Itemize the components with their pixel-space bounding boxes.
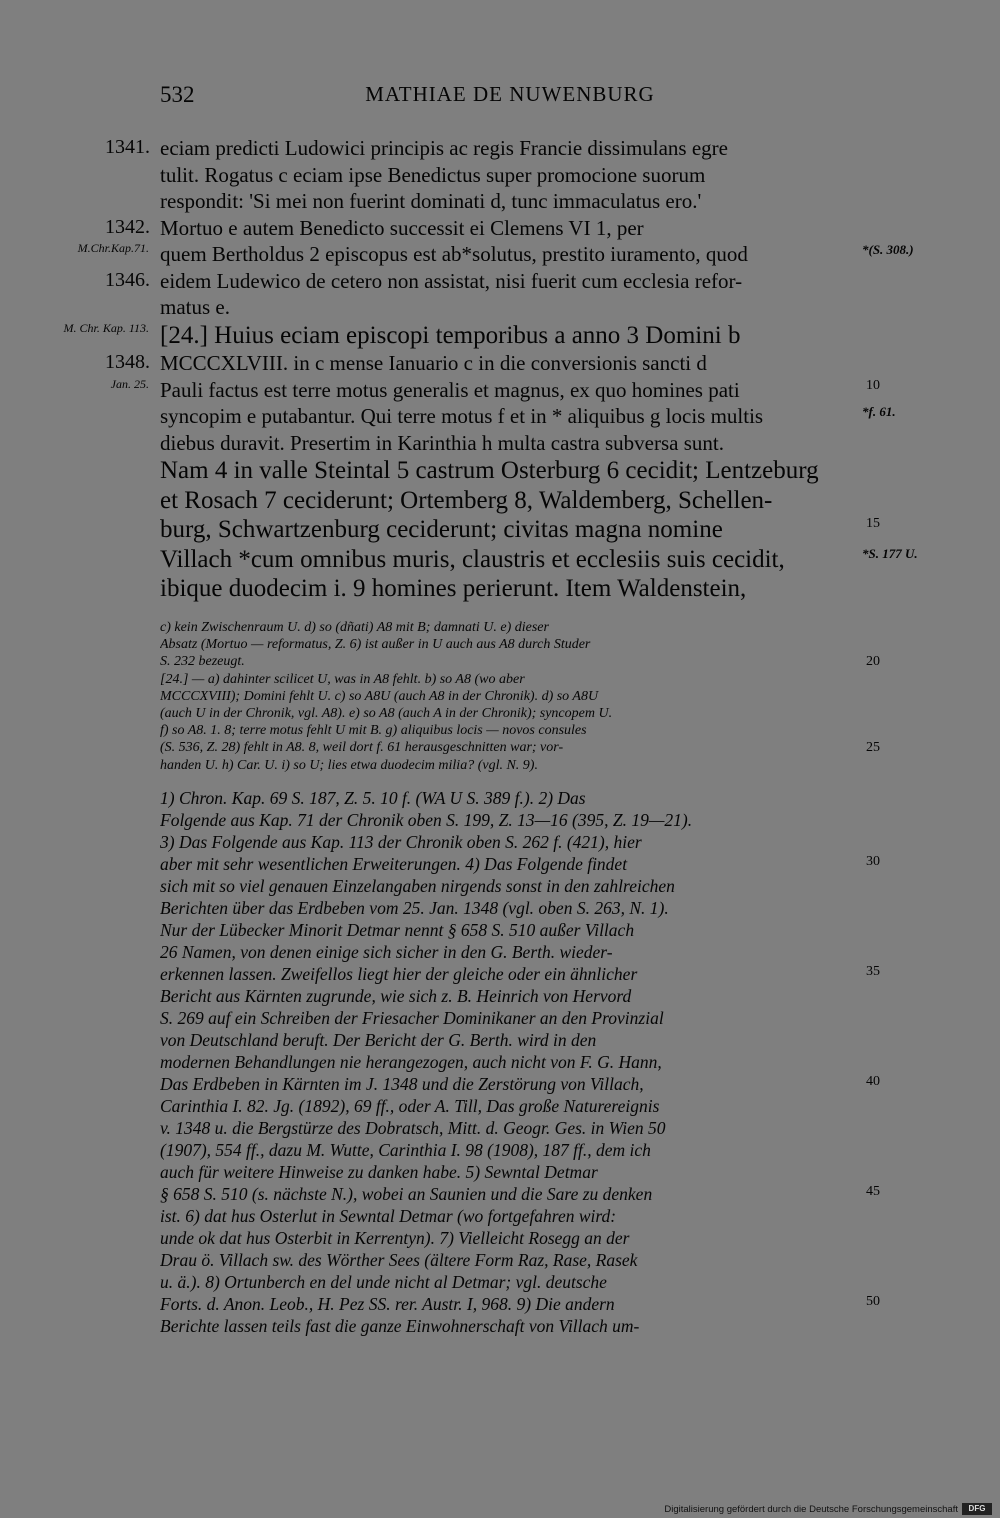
main-text: quem Bertholdus 2 episcopus est ab*solutus, prestito iuramento, quod [160, 242, 748, 266]
main-line [0, 269, 1000, 297]
main-text: diebus duravit. Presertim in Karinthia h multa castra subversa sunt. [160, 430, 724, 455]
main-line [0, 378, 1000, 406]
apparatus-text: Absatz (Mortuo — reformatus, Z. 6) ist außer in U auch aus A8 durch Studer [160, 637, 591, 653]
apparatus-text: c) kein Zwischenraum U. d) so (dñati) A8 mit B; damnati U. e) dieser [160, 620, 549, 635]
apparatus-line [0, 758, 1000, 774]
page-header [160, 82, 860, 114]
line-number: 25 [866, 740, 880, 756]
main-line [0, 457, 1000, 486]
footnote-text: 26 Namen, von denen einige sich sicher in den G. Berth. wieder- [160, 942, 613, 962]
apparatus-line [0, 706, 1000, 722]
footnote-line [0, 1228, 1000, 1249]
apparatus-text: MCCCXVIII); Domini fehlt U. c) so A8U (auch A8 in der Chronik). d) so A8U [160, 688, 599, 704]
main-line [0, 351, 1000, 379]
line-number: 20 [866, 654, 880, 670]
apparatus-text: S. 232 bezeugt. [160, 654, 245, 670]
apparatus-line [0, 672, 1000, 688]
main-line [0, 136, 1000, 164]
footnote-line [0, 1206, 1000, 1227]
main-text: eidem Ludewico de cetero non assistat, nisi fuerit cum ecclesia refor- [160, 268, 743, 293]
main-line [0, 242, 1000, 270]
footnote-line [0, 1162, 1000, 1183]
main-line [0, 295, 1000, 323]
footnote-text: Drau ö. Villach sw. des Wörther Sees (ältere Form Raz, Rase, Rasek [160, 1250, 638, 1270]
apparatus-text: [24.] — a) dahinter scilicet U, was in A8 fehlt. b) so A8 (wo aber [160, 671, 525, 687]
footnote-line [0, 1008, 1000, 1029]
margin-year: 1342. [105, 215, 150, 238]
footnote-text: Das Erdbeben in Kärnten im J. 1348 und die Zerstörung von Villach, [160, 1074, 644, 1094]
footnote-text: ist. 6) dat hus Osterlut in Sewntal Detmar (wo fortgefahren wird: [160, 1206, 617, 1226]
page-number: 532 [160, 82, 195, 107]
footnote-text: v. 1348 u. die Bergstürze des Dobratsch, Mitt. d. Geogr. Ges. in Wien 50 [160, 1118, 666, 1138]
main-line [0, 322, 1000, 351]
main-line [0, 216, 1000, 244]
main-text: eciam predicti Ludowici principis ac regis Francie dissimulans egre [160, 136, 728, 160]
main-line [0, 189, 1000, 217]
apparatus-line [0, 740, 1000, 756]
apparatus-line [0, 637, 1000, 653]
footnote-line [0, 876, 1000, 897]
main-text: Mortuo e autem Benedicto successit ei Clemens VI 1, per [160, 215, 644, 240]
footnote-text: (1907), 554 ff., dazu M. Wutte, Carinthia I. 98 (1908), 187 ff., dem ich [160, 1140, 651, 1160]
main-line [0, 404, 1000, 432]
footnote-line [0, 1140, 1000, 1161]
apparatus-line [0, 689, 1000, 705]
apparatus-line [0, 654, 1000, 670]
main-text: tulit. Rogatus c eciam ipse Benedictus super promocione suorum [160, 162, 706, 187]
main-line [0, 431, 1000, 459]
footnote-text: sich mit so viel genauen Einzelangaben nirgends sonst in den zahlreichen [160, 876, 675, 896]
margin-year: 1346. [105, 268, 150, 291]
footnote-line [0, 1030, 1000, 1051]
main-line [0, 487, 1000, 516]
footnote-line [0, 920, 1000, 941]
line-number: 15 [866, 516, 880, 531]
margin-reference: Jan. 25. [110, 376, 149, 391]
footnote-line [0, 810, 1000, 831]
page-reference-mark: *(S. 308.) [862, 242, 914, 257]
footnote-text: u. ä.). 8) Ortunberch en del unde nicht al Detmar; vgl. deutsche [160, 1272, 607, 1292]
footnote-text: modernen Behandlungen nie herangezogen, auch nicht von F. G. Hann, [160, 1052, 662, 1072]
main-text: [24.] Huius eciam episcopi temporibus a anno 3 Domini b [160, 321, 741, 349]
margin-reference: M.Chr.Kap.71. [77, 241, 149, 255]
line-number: 45 [866, 1184, 880, 1199]
line-number: 30 [866, 854, 880, 869]
main-text: MCCCXLVIII. in c mense Ianuario c in die conversionis sancti d [160, 351, 707, 375]
apparatus-text: f) so A8. 1. 8; terre motus fehlt U mit B. g) aliquibus locis — novos consules [160, 723, 587, 739]
margin-year: 1341. [105, 136, 150, 158]
footnote-line [0, 898, 1000, 919]
line-number: 40 [866, 1074, 880, 1089]
main-line [0, 546, 1000, 575]
footnote-line [0, 986, 1000, 1007]
apparatus-text: (S. 536, Z. 28) fehlt in A8. 8, weil dort f. 61 herausgeschnitten war; vor- [160, 740, 564, 756]
main-text: syncopim e putabantur. Qui terre motus f et in * aliquibus g locis multis [160, 404, 764, 428]
margin-reference: M. Chr. Kap. 113. [63, 320, 149, 335]
digitization-credit: Digitalisierung gefördert durch die Deutsche Forschungsgemeinschaft [664, 1504, 958, 1515]
footnote-line [0, 1272, 1000, 1293]
footnote-text: Berichte lassen teils fast die ganze Einwohnerschaft von Villach um- [160, 1316, 640, 1336]
footnote-line [0, 1316, 1000, 1337]
main-text: ibique duodecim i. 9 homines perierunt. Item Waldenstein, [160, 575, 747, 602]
footnote-text: Nur der Lübecker Minorit Detmar nennt § 658 S. 510 außer Villach [160, 920, 635, 940]
footnote-text: von Deutschland beruft. Der Bericht der G. Berth. wird in den [160, 1030, 597, 1050]
main-text: respondit: 'Si mei non fuerint dominati d, tunc immaculatus ero.' [160, 189, 702, 213]
main-text: burg, Schwartzenburg ceciderunt; civitas magna nomine [160, 516, 723, 543]
line-number: 35 [866, 964, 880, 979]
footnote-line [0, 1294, 1000, 1315]
main-text: Villach *cum omnibus muris, claustris et ecclesiis suis cecidit, [160, 545, 785, 573]
running-title: MATHIAE DE NUWENBURG [365, 82, 655, 106]
apparatus-text: handen U. h) Car. U. i) so U; lies etwa duodecim milia? (vgl. N. 9). [160, 757, 538, 773]
footnote-text: Forts. d. Anon. Leob., H. Pez SS. rer. Austr. I, 968. 9) Die andern [160, 1294, 615, 1314]
footnote-text: Bericht aus Kärnten zugrunde, wie sich z. B. Heinrich von Hervord [160, 986, 632, 1006]
footnote-line [0, 1118, 1000, 1139]
dfg-logo: DFG [962, 1503, 992, 1515]
footnote-line [0, 964, 1000, 985]
line-number: 10 [866, 377, 880, 393]
margin-year: 1348. [105, 351, 150, 373]
main-text: et Rosach 7 ceciderunt; Ortemberg 8, Waldemberg, Schellen- [160, 486, 773, 514]
footnote-line [0, 1074, 1000, 1095]
apparatus-line [0, 620, 1000, 636]
apparatus-line [0, 723, 1000, 739]
footnote-text: erkennen lassen. Zweifellos liegt hier der gleiche oder ein ähnlicher [160, 964, 638, 984]
footnote-text: S. 269 auf ein Schreiben der Friesacher Dominikaner an den Provinzial [160, 1008, 664, 1028]
footnote-line [0, 1250, 1000, 1271]
line-number: 50 [866, 1294, 880, 1309]
footnote-text: Berichten über das Erdbeben vom 25. Jan. 1348 (vgl. oben S. 263, N. 1). [160, 898, 669, 918]
page-reference-mark: *S. 177 U. [862, 545, 918, 561]
footnote-line [0, 1096, 1000, 1117]
footnote-text: aber mit sehr wesentlichen Erweiterungen. 4) Das Folgende findet [160, 854, 628, 874]
footnote-text: 3) Das Folgende aus Kap. 113 der Chronik oben S. 262 f. (421), hier [160, 832, 642, 852]
main-line [0, 516, 1000, 545]
main-line [0, 163, 1000, 191]
footnote-text: § 658 S. 510 (s. nächste N.), wobei an Saunien und die Sare zu denken [160, 1184, 653, 1204]
main-line [0, 575, 1000, 604]
footnote-line [0, 854, 1000, 875]
main-text: Pauli factus est terre motus generalis et magnus, ex quo homines pati [160, 377, 740, 402]
footnote-line [0, 942, 1000, 963]
page-reference-mark: *f. 61. [862, 404, 896, 419]
footnote-text: auch für weitere Hinweise zu danken habe. 5) Sewntal Detmar [160, 1162, 598, 1182]
footnote-line [0, 1184, 1000, 1205]
footnote-text: unde ok dat hus Osterbit in Kerrentyn). 7) Vielleicht Rosegg an der [160, 1228, 630, 1248]
footnote-text: Carinthia I. 82. Jg. (1892), 69 ff., oder A. Till, Das große Naturereignis [160, 1096, 660, 1116]
main-text: Nam 4 in valle Steintal 5 castrum Osterburg 6 cecidit; Lentzeburg [160, 457, 819, 484]
footnote-line [0, 832, 1000, 853]
footnote-line [0, 1052, 1000, 1073]
footnote-text: 1) Chron. Kap. 69 S. 187, Z. 5. 10 f. (WA U S. 389 f.). 2) Das [160, 788, 586, 808]
footnote-text: Folgende aus Kap. 71 der Chronik oben S. 199, Z. 13—16 (395, Z. 19—21). [160, 810, 693, 830]
main-text: matus e. [160, 295, 230, 319]
footnote-line [0, 788, 1000, 809]
apparatus-text: (auch U in der Chronik, vgl. A8). e) so A8 (auch A in der Chronik); syncopem U. [160, 706, 613, 721]
